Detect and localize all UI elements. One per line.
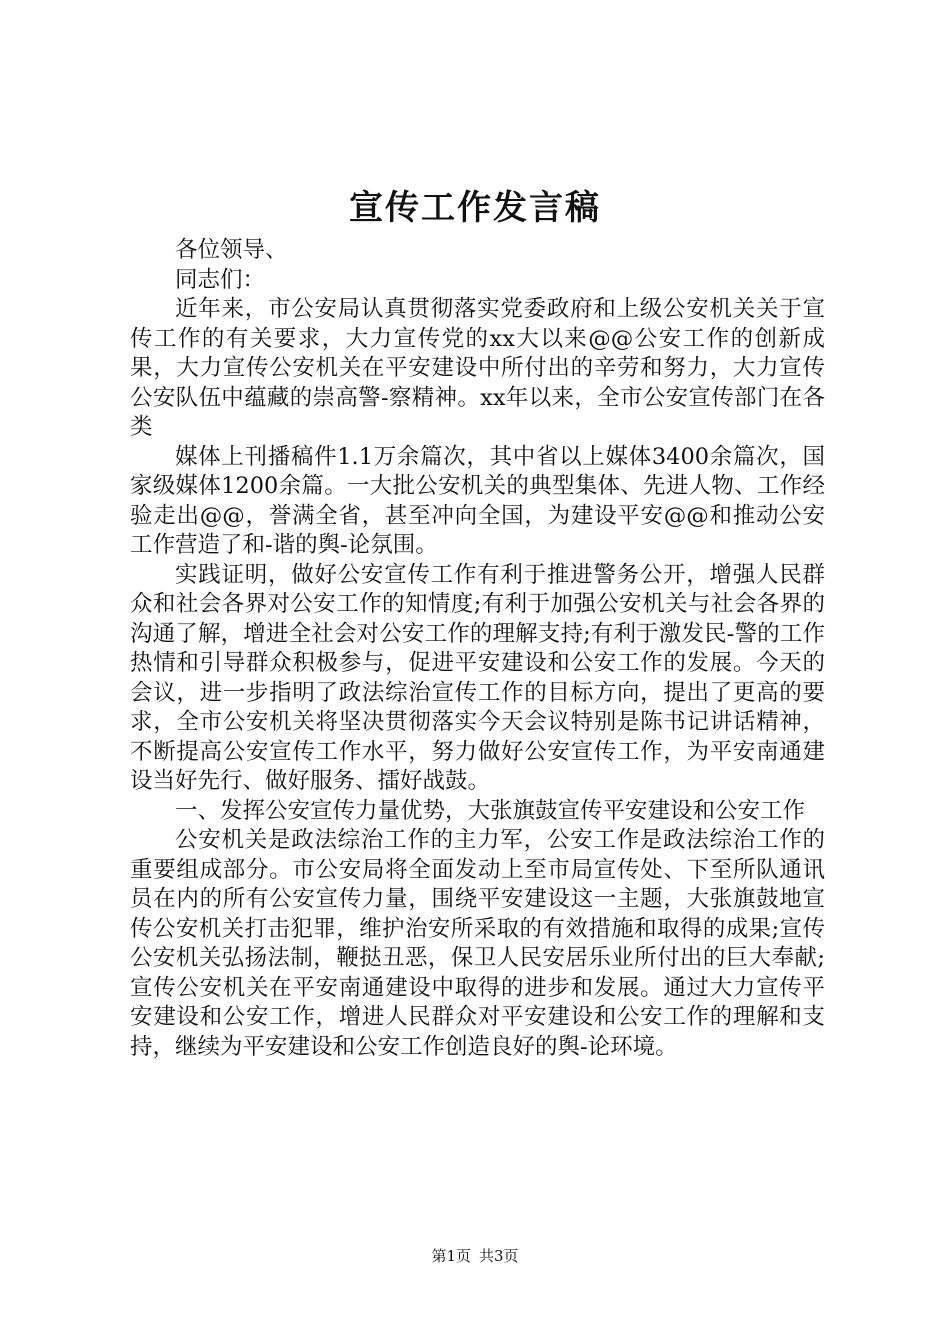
salutation-line-1: 各位领导、 (175, 237, 288, 263)
section-heading-1: 一、发挥公安宣传力量优势，大张旗鼓宣传平安建设和公安工作 (175, 797, 806, 824)
salutation-line-2: 同志们： (175, 266, 266, 293)
paragraph-practice: 实践证明，做好公安宣传工作有利于推进警务公开，增强人民群众和社会各界对公安工作的知情度;有利于加强公安机关与社会各界的沟通了解，增进全社会对公安工作的理解支持;有利于激发民-警的工作热情和引导群众积极参与，促进平安建设和公安工作的发展。今天的会议，进一步指明了政法综治宣传工作的目标方向，提出了更高的要求，全市公安机关将坚决贯彻落实今天会议特别是陈书记讲话精神，不断提高公安宣传工作水平，努力做好公安宣传工作，为平安南通建设当好先行、做好服务、擂好战鼓。 (130, 561, 825, 794)
paragraph-section-1: 公安机关是政法综治工作的主力军，公安工作是政法综治工作的重要组成部分。市公安局将全面发动上至市局宣传处、下至所队通讯员在内的所有公安宣传力量，围绕平安建设这一主题，大张旗鼓地宣传公安机关打击犯罪，维护治安所采取的有效措施和取得的成果;宣传公安机关弘扬法制，鞭挞丑恶，保卫人民安居乐业所付出的巨大奉献;宣传公安机关在平安南通建设中取得的进步和发展。通过大力宣传平安建设和公安工作，增进人民群众对平安建设和公安工作的理解和支持，继续为平安建设和公安工作创造良好的舆-论环境。 (130, 827, 825, 1060)
page-total: 共3页 (479, 1247, 519, 1265)
document-body (130, 236, 825, 1062)
page-number: 第1页 (431, 1247, 471, 1265)
paragraph-media-stats: 媒体上刊播稿件1.1万余篇次，其中省以上媒体3400余篇次，国家级媒体1200余篇。一大批公安机关的典型集体、先进人物、工作经验走出@@，誉满全省，甚至冲向全国，为建设平安@@和推动公安工作营造了和-谐的舆-论氛围。 (130, 443, 825, 558)
page-footer (0, 1246, 950, 1266)
document-title: 宣传工作发言稿 (349, 188, 601, 228)
paragraph-intro: 近年来，市公安局认真贯彻落实党委政府和上级公安机关关于宣传工作的有关要求，大力宣传党的xx大以来@@公安工作的创新成果，大力宣传公安机关在平安建设中所付出的辛劳和努力，大力宣传公安队伍中蕴藏的崇高警-察精神。xx年以来，全市公安宣传部门在各类 (130, 296, 825, 440)
